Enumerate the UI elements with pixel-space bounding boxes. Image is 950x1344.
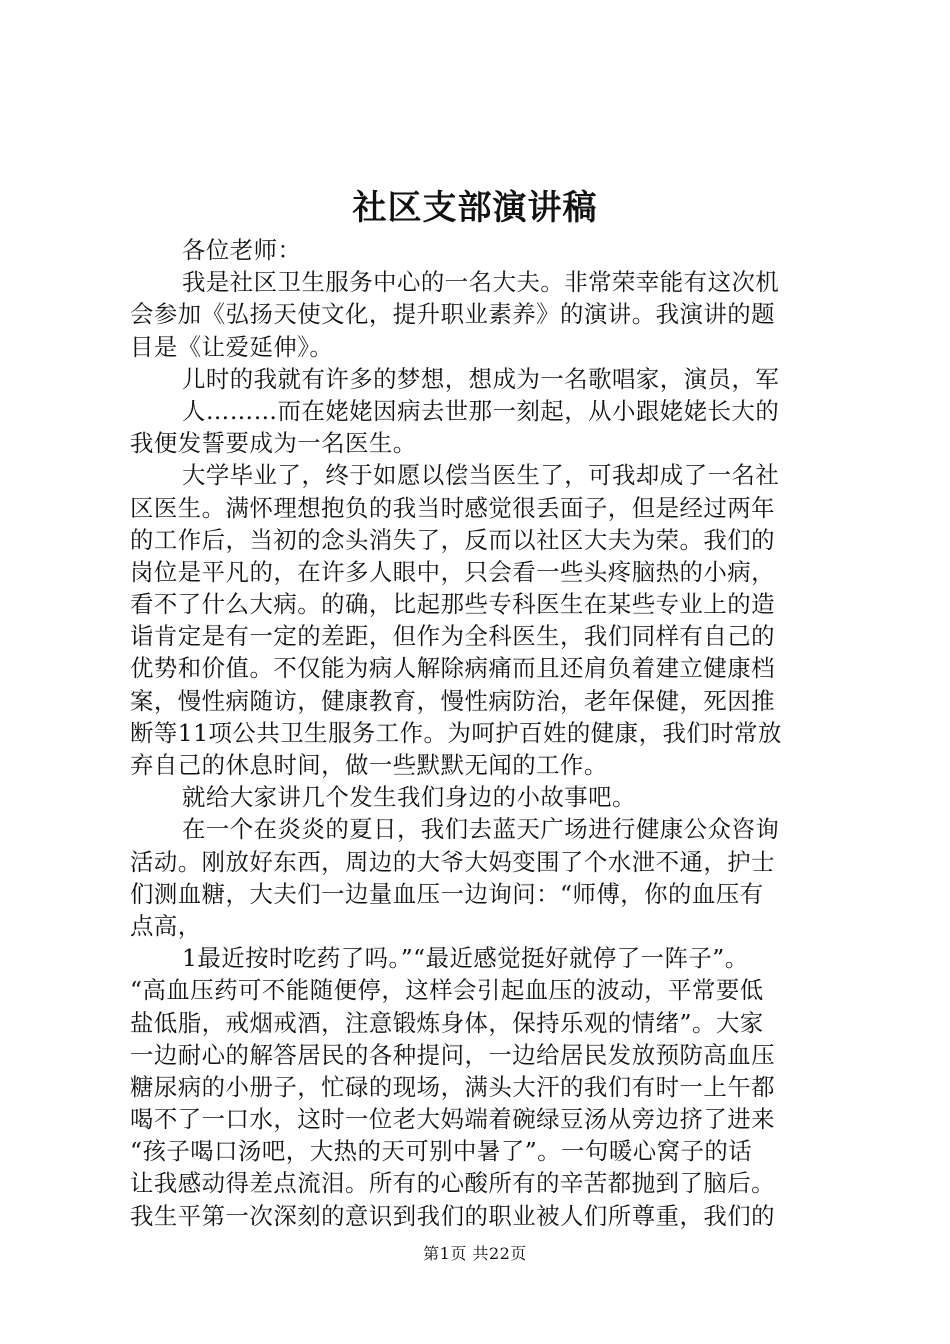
text-line: 一边耐心的解答居民的各种提问，一边给居民发放预防高血压 [130, 1040, 776, 1069]
text-line: 盐低脂，戒烟戒酒，注意锻炼身体，保持乐观的情绪”。大家 [130, 1008, 764, 1037]
text-line: 岗位是平凡的，在许多人眼中，只会看一些头疼脑热的小病， [130, 557, 776, 586]
text-line: 喝不了一口水，这时一位老大妈端着碗绿豆汤从旁边挤了进来 [130, 1105, 776, 1134]
text-line: 活动。刚放好东西，周边的大爷大妈变围了个水泄不通，护士 [130, 847, 776, 876]
text-line: 大学毕业了，终于如愿以偿当医生了，可我却成了一名社 [182, 461, 780, 490]
document-title: 社区支部演讲稿 [352, 188, 598, 228]
text-line: 会参加《弘扬天使文化，提升职业素养》的演讲。我演讲的题 [130, 300, 776, 329]
text-line: 点高， [130, 911, 202, 940]
text-line: 1最近按时吃药了吗。”“最近感觉挺好就停了一阵子”。 [182, 944, 749, 973]
text-line: 让我感动得差点流泪。所有的心酸所有的辛苦都抛到了脑后。 [130, 1169, 776, 1198]
text-line: 弃自己的休息时间，做一些默默无闻的工作。 [130, 751, 608, 779]
text-line: 各位老师： [182, 236, 302, 264]
text-line: “高血压药可不能随便停，这样会引起血压的波动，平常要低 [130, 976, 764, 1005]
text-line: 案，慢性病随访，健康教育，慢性病防治，老年保健，死因推 [130, 686, 776, 715]
text-line: 就给大家讲几个发生我们身边的小故事吧。 [182, 783, 636, 812]
text-line: 断等11项公共卫生服务工作。为呵护百姓的健康，我们时常放 [130, 718, 782, 747]
text-line: 目是《让爱延伸》。 [130, 332, 334, 361]
text-line: 我是社区卫生服务中心的一名大夫。非常荣幸能有这次机 [182, 268, 780, 297]
document-body [130, 234, 826, 1232]
text-line: 们测血糖，大夫们一边量血压一边询问：“师傅，你的血压有 [130, 879, 764, 908]
text-line: 我便发誓要成为一名医生。 [130, 429, 417, 458]
page-footer: 第1页 共22页 [423, 1244, 527, 1263]
text-line: 的工作后，当初的念头消失了，反而以社区大夫为荣。我们的 [130, 525, 776, 554]
text-line: 儿时的我就有许多的梦想，想成为一名歌唱家，演员，军 [182, 364, 780, 393]
text-line: 在一个在炎炎的夏日，我们去蓝天广场进行健康公众咨询 [182, 815, 780, 844]
text-line: 糖尿病的小册子，忙碌的现场，满头大汗的我们有时一上午都 [130, 1072, 776, 1101]
text-line: 区医生。满怀理想抱负的我当时感觉很丢面子，但是经过两年 [130, 493, 776, 522]
text-line: 优势和价值。不仅能为病人解除病痛而且还肩负着建立健康档 [130, 654, 776, 683]
text-line: 看不了什么大病。的确，比起那些专科医生在某些专业上的造 [130, 590, 776, 619]
text-line: 我生平第一次深刻的意识到我们的职业被人们所尊重，我们的 [130, 1201, 776, 1230]
text-line: 诣肯定是有一定的差距，但作为全科医生，我们同样有自己的 [130, 622, 776, 651]
text-line: 人………而在姥姥因病去世那一刻起，从小跟姥姥长大的 [182, 396, 780, 425]
text-line: “孩子喝口汤吧，大热的天可别中暑了”。一句暖心窝子的话 [130, 1137, 753, 1166]
